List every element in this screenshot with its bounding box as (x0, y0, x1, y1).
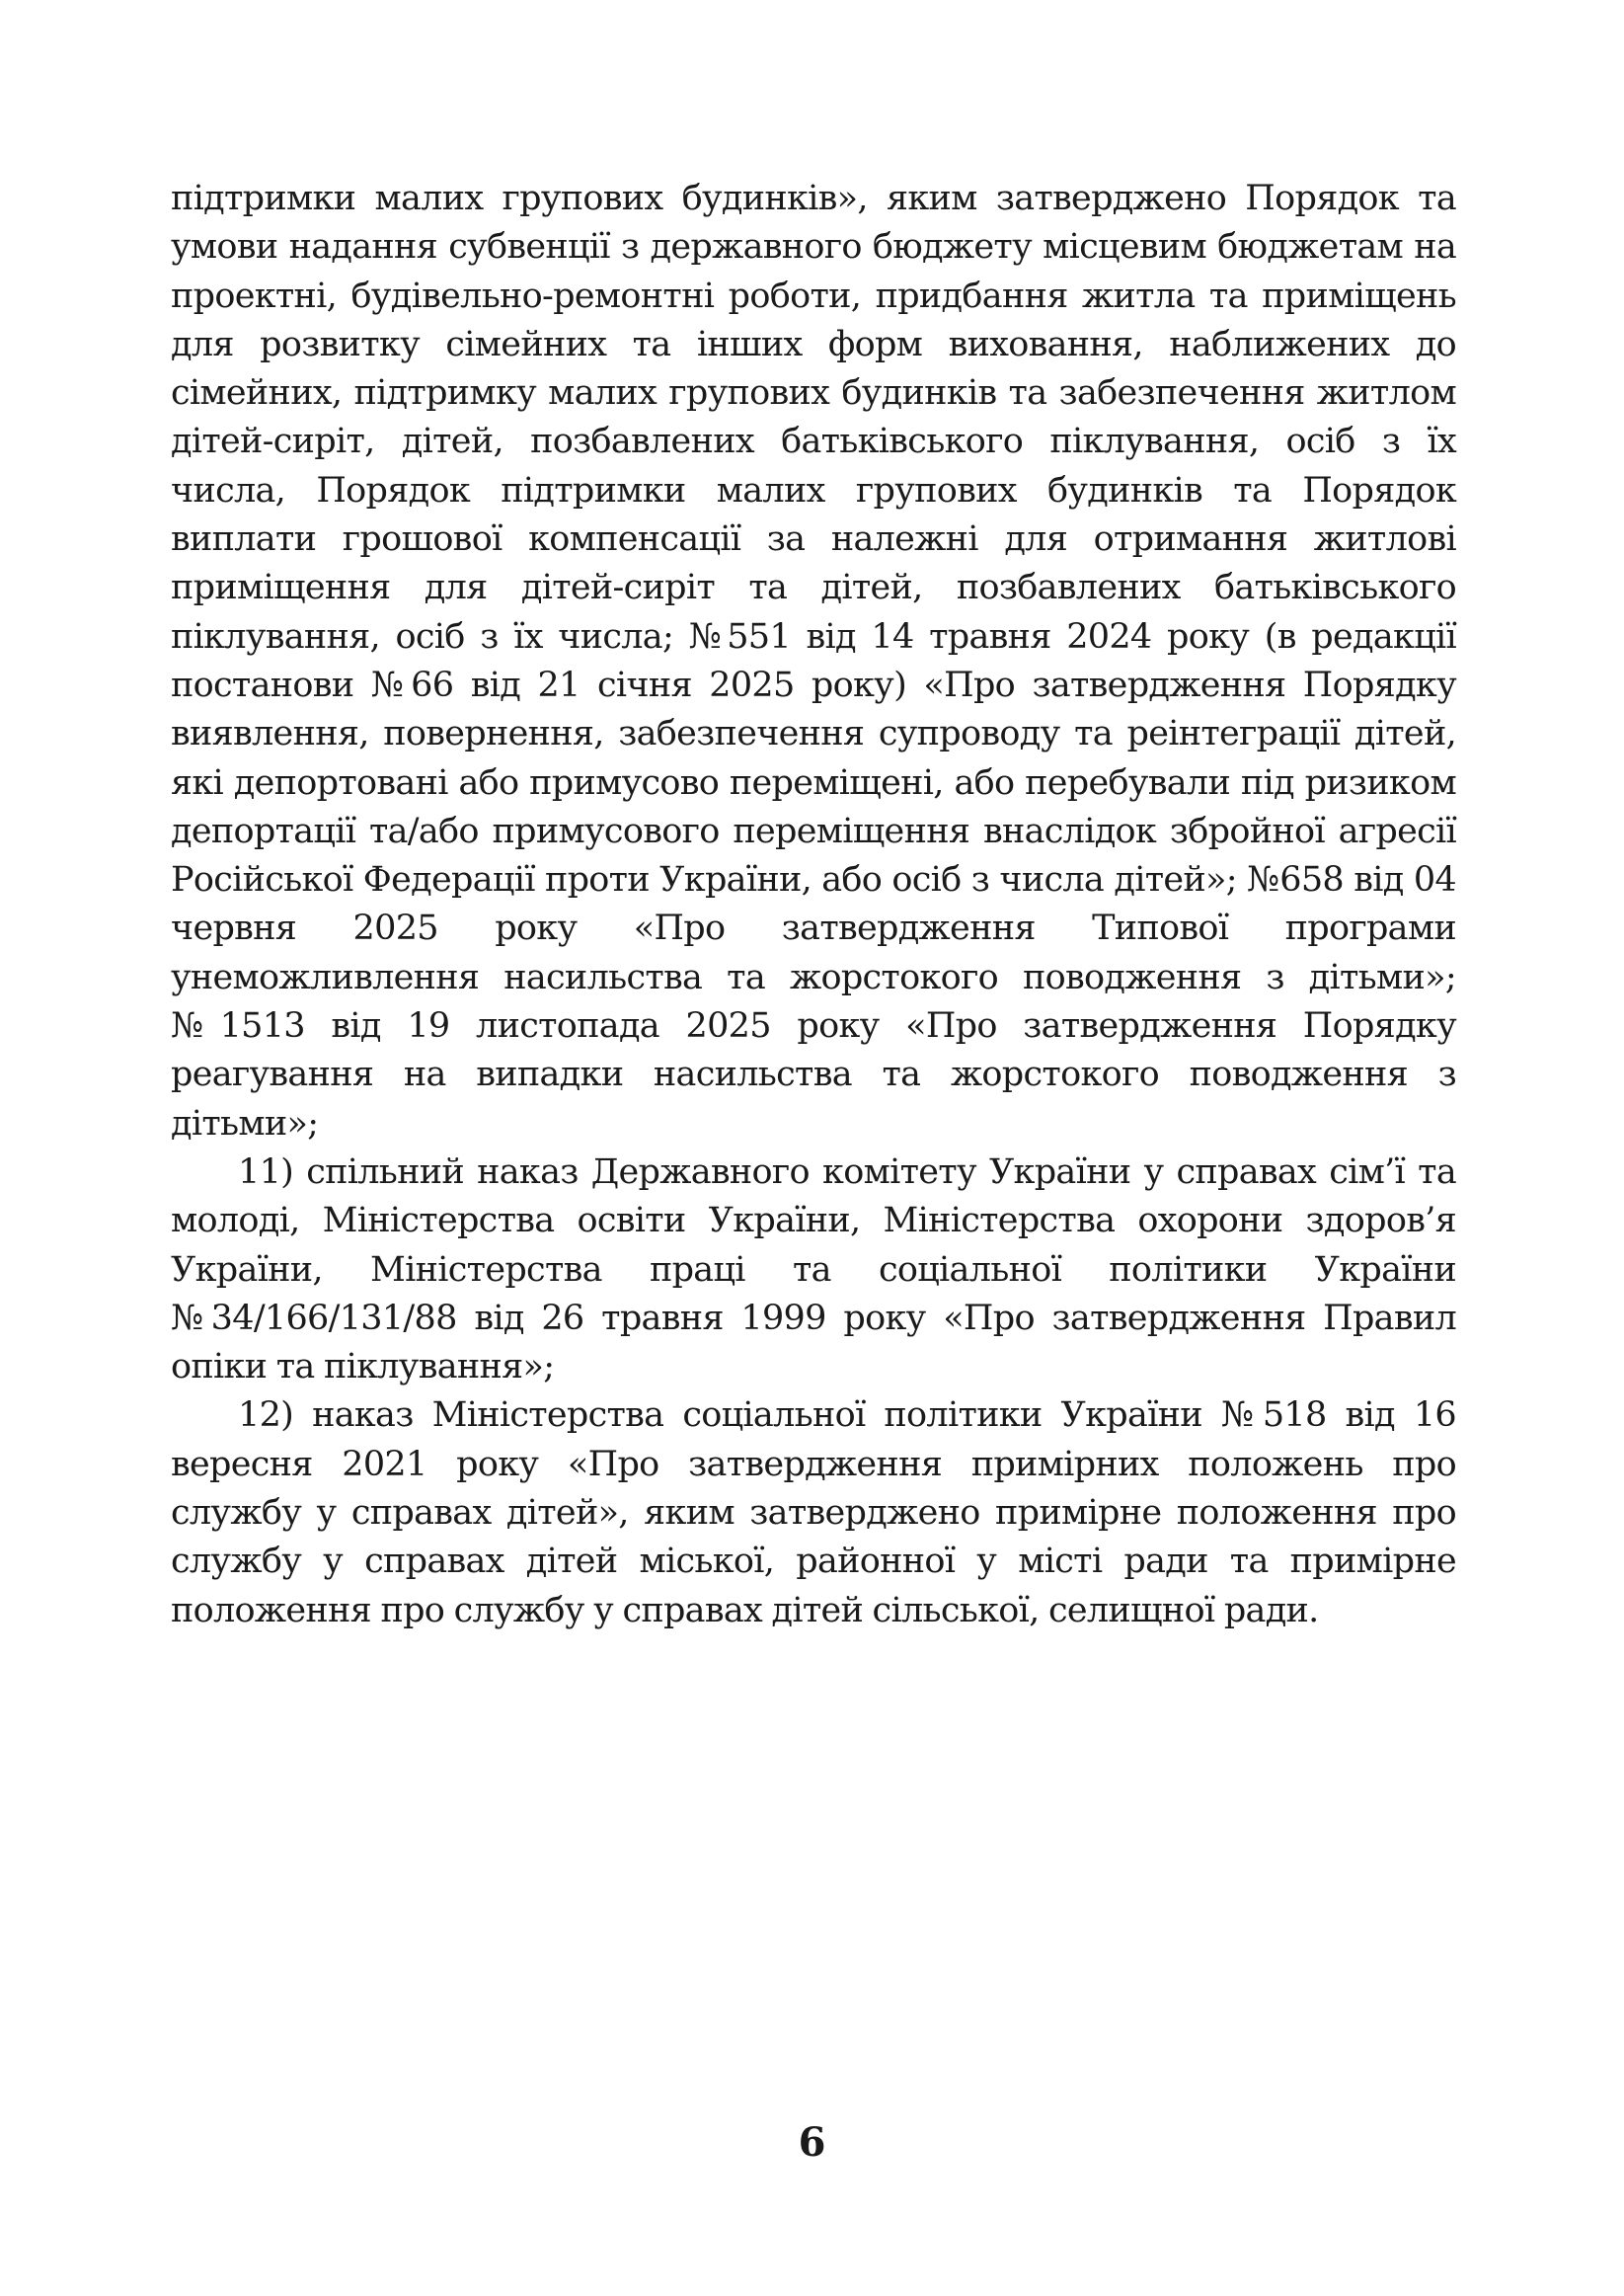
paragraph-continuation: підтримки малих групових будинків», яким затверджено Порядок та умови надання субвенції з державного бюджету місцевим бюджетам на проектні, будівельно-ремонтні роботи, придбання житла та приміщень для розвитку сімейних та інших форм виховання, наближених до сімейних, підтримку малих групових будинків та забезпечення житлом дітей-сиріт, дітей, позбавлених батьківського піклування, осіб з їх числа, Порядок підтримки малих групових будинків та Порядок виплати грошової компенсації за належні для отримання житлові приміщення для дітей-сиріт та дітей, позбавлених батьківського піклування, осіб з їх числа; №551 від 14 травня 2024 року (в редакції постанови №66 від 21 січня 2025 року) «Про затвердження Порядку виявлення, повернення, забезпечення супроводу та реінтеграції дітей, які депортовані або примусово переміщені, або перебували під ризиком депортації та/або примусового переміщення внаслідок збройної агресії Російської Федерації проти України, або осіб з числа дітей»; №658 від 04 червня 2025 року «Про затвердження Типової програми унеможливлення насильства та жорстокого поводження з дітьми»; №1513 від 19 листопада 2025 року «Про затвердження Порядку реагування на випадки насильства та жорстокого поводження з дітьми»; (171, 179, 1456, 1144)
paragraph-item-11: 11) спільний наказ Державного комітету України у справах сім’ї та молоді, Міністерства освіти України, Міністерства охорони здоров’я України, Міністерства праці та соціальної політики України №34/166/131/88 від 26 травня 1999 року «Про затвердження Правил опіки та піклування»; (171, 1151, 1456, 1387)
page-number: 6 (798, 2119, 826, 2166)
paragraph-item-12: 12) наказ Міністерства соціальної політики України №518 від 16 вересня 2021 року «Про затвердження примірних положень про службу у справах дітей», яким затверджено примірне положення про службу у справах дітей міської, районної у місті ради та примірне положення про службу у справах дітей сільської, селищної ради. (171, 1395, 1456, 1630)
body-text (171, 175, 1456, 1635)
